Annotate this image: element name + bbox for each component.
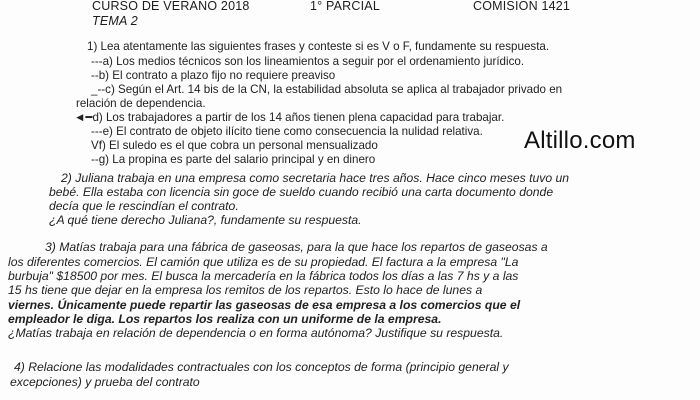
- comision-header: COMISION 1421: [473, 0, 571, 13]
- q1-item-e: ---e) El contrato de objeto ilícito tiene como consecuencia la nulidad relativa.: [91, 125, 483, 138]
- tema-header: TEMA 2: [92, 14, 138, 28]
- q3-line-1: 3) Matías trabaja para una fábrica de gaseosas, para la que hace los repartos de gaseosas a: [45, 240, 548, 254]
- parcial-header: 1° PARCIAL: [310, 0, 380, 13]
- q3-line-2: los diferentes comercios. El camión que utiliza es de su propiedad. El factura a la empresa "La: [8, 255, 519, 269]
- q1-item-a: ---a) Los medios técnicos son los lineamientos a seguir por el ordenamiento jurídico.: [91, 55, 525, 68]
- q2-line-4: ¿A qué tiene derecho Juliana?, fundamente su respuesta.: [49, 213, 362, 227]
- q2-line-1: 2) Juliana trabaja en una empresa como secretaria hace tres años. Hace cinco meses tuvo un: [61, 171, 570, 185]
- q2-line-3: decía que le rescindían el contrato.: [49, 199, 239, 213]
- q3-line-7: ¿Matías trabaja en relación de dependencia o en forma autónoma? Justifique su respuesta.: [8, 326, 504, 340]
- q4-line-2: excepciones) y prueba del contrato: [10, 375, 200, 389]
- course-header: CURSO DE VERANO 2018: [92, 0, 250, 13]
- q1-item-f: Vf) El suledo es el que cobra un personal mensualizado: [91, 139, 378, 152]
- q4-line-1: 4) Relacione las modalidades contractuales con los conceptos de forma (principio general y: [14, 360, 509, 374]
- altillo-watermark: Altillo.com: [524, 127, 636, 154]
- q3-line-6: empleador le diga. Los repartos los realiza con un uniforme de la empresa.: [8, 312, 442, 326]
- q1-item-b: --b) El contrato a plazo fijo no requiere preaviso: [91, 69, 336, 82]
- q1-item-c-cont: relación de dependencia.: [76, 97, 206, 110]
- q1-item-d: ◄━d) Los trabajadores a partir de los 14 años tienen plena capacidad para trabajar.: [74, 111, 505, 124]
- q1-item-g: --g) La propina es parte del salario principal y en dinero: [91, 153, 376, 166]
- q3-line-3: burbuja" $18500 por mes. El busca la mercadería en la fábrica todos los días a las 7 hs y a las: [8, 269, 519, 283]
- q2-line-2: bebé. Ella estaba con licencia sin goce de sueldo cuando recibió una carta documento donde: [49, 185, 554, 199]
- q1-intro: 1) Lea atentamente las siguientes frases y conteste si es V o F, fundamente su respuesta.: [87, 40, 550, 53]
- q3-line-5: viernes. Únicamente puede repartir las gaseosas de esa empresa a los comercios que el: [8, 298, 521, 312]
- q3-line-4: 15 hs tiene que dejar en la empresa los remitos de los repartos. Esto lo hace de lunes a: [8, 283, 483, 297]
- q1-item-c: _--c) Según el Art. 14 bis de la CN, la estabilidad absoluta se aplica al trabajador privado en: [91, 83, 563, 96]
